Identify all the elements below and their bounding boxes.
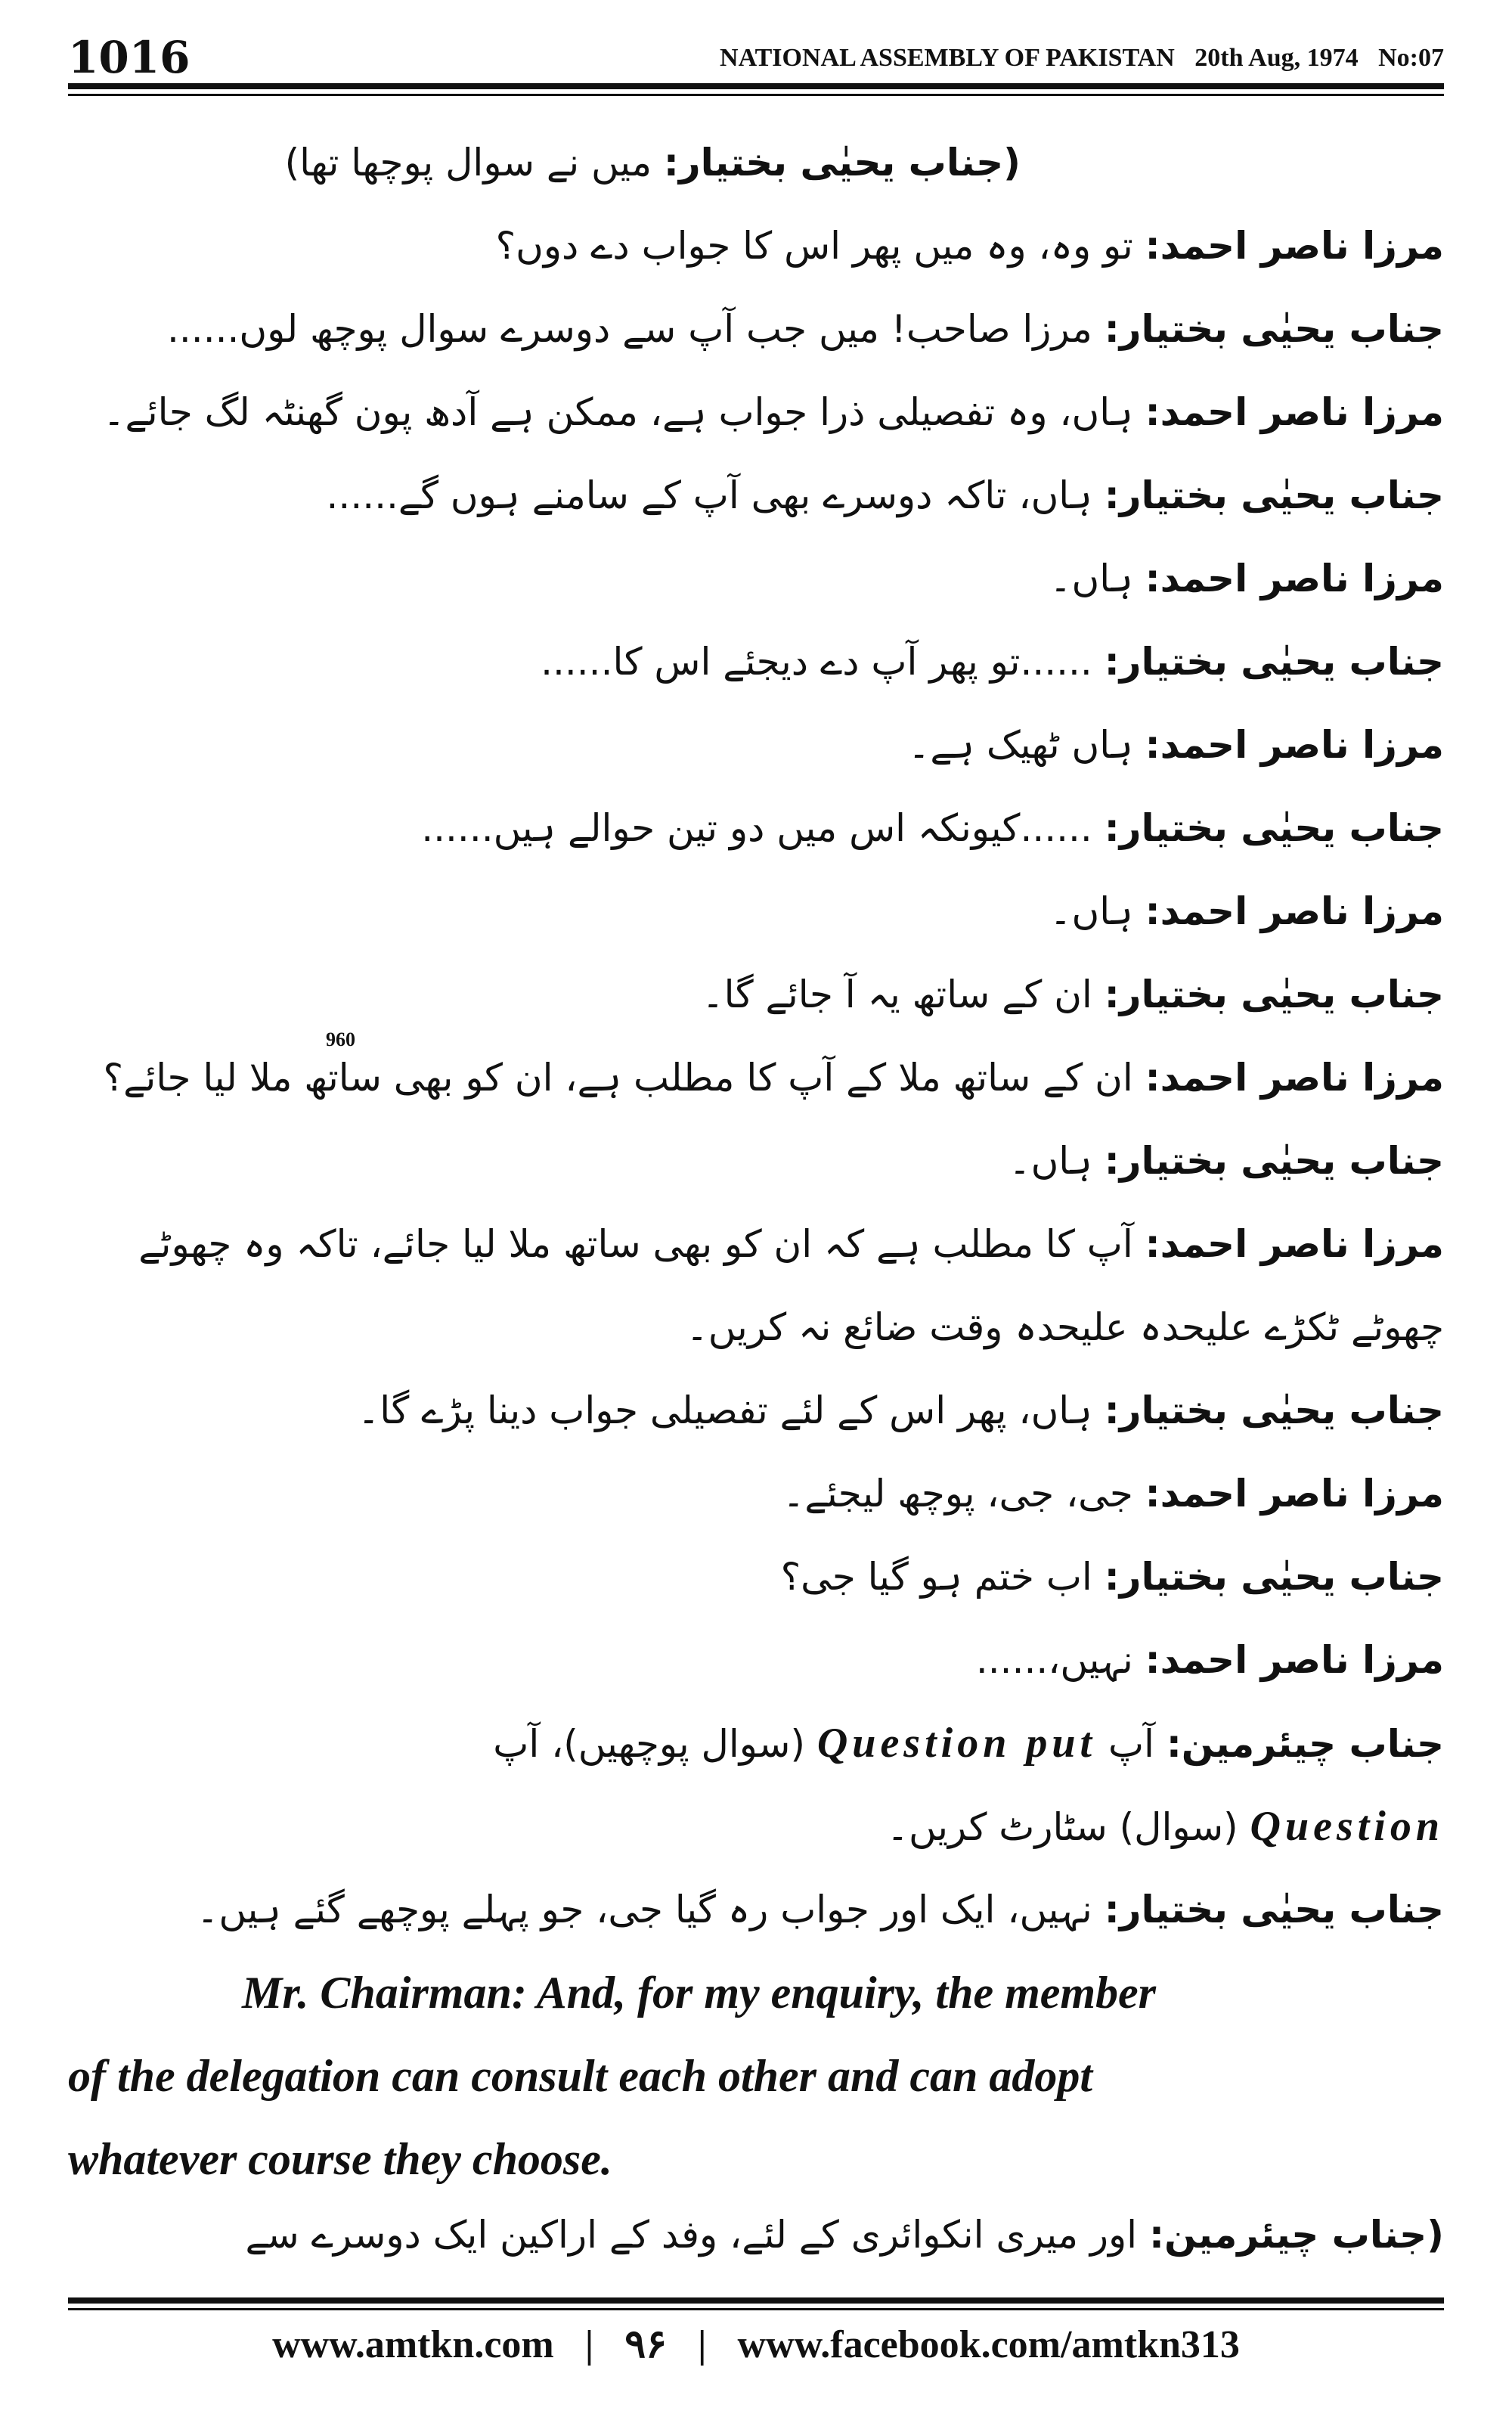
transcript-line: جناب یحیٰی بختیار: ان کے ساتھ یہ آ جائے گا۔: [702, 973, 1444, 1016]
transcript-line: مرزا ناصر احمد: جی، جی، پوچھ لیجئے۔: [782, 1472, 1444, 1516]
transcript-line: مرزا ناصر احمد: ہاں۔: [1049, 889, 1444, 933]
transcript-line: جناب یحیٰی بختیار: اب ختم ہو گیا جی؟: [780, 1555, 1444, 1599]
transcript-line: جناب یحیٰی بختیار: ......کیونکہ اس میں دو تین حوالے ہیں......: [421, 806, 1444, 850]
footer-separator: |: [698, 2323, 707, 2366]
urdu-page-number: ۹۶: [624, 2323, 668, 2366]
transcript-line: مرزا ناصر احمد: تو وہ، وہ میں پھر اس کا جواب دے دوں؟: [495, 224, 1444, 268]
transcript-line: مرزا ناصر احمد: ہاں، وہ تفصیلی ذرا جواب ہے، ممکن ہے آدھ پون گھنٹہ لگ جائے۔: [103, 390, 1444, 434]
english-paragraph-line: of the delegation can consult each other and can adopt: [68, 2051, 1093, 2101]
assembly-title: NATIONAL ASSEMBLY OF PAKISTAN: [720, 44, 1175, 72]
transcript-line: مرزا ناصر احمد: ان کے ساتھ ملا کے آپ کا مطلب ہے، ان کو بھی ساتھ ملا لیا جائے؟: [103, 1056, 1444, 1100]
chairman-line: جناب چیئرمین: آپ Question put (سوال پوچھیں)، آپ: [493, 1720, 1444, 1767]
transcript-line: چھوٹے ٹکڑے علیحدہ علیحدہ وقت ضائع نہ کریں۔: [686, 1305, 1444, 1349]
session-date: 20th Aug, 1974: [1194, 44, 1359, 72]
transcript-line: مرزا ناصر احمد: ہاں ٹھیک ہے۔: [908, 723, 1444, 767]
page-footer: [68, 2322, 1444, 2390]
transcript-line: مرزا ناصر احمد: ہاں۔: [1049, 557, 1444, 600]
header-title: [706, 44, 1444, 73]
transcript-line: جناب یحیٰی بختیار: ہاں۔: [1009, 1139, 1444, 1183]
margin-number: 960: [326, 1028, 355, 1050]
footer-rule-thin: [68, 2308, 1444, 2310]
transcript-line: جناب یحیٰی بختیار: ہاں، پھر اس کے لئے تفصیلی جواب دینا پڑے گا۔: [357, 1388, 1444, 1432]
english-paragraph-line: Mr. Chairman: And, for my enquiry, the member: [242, 1968, 1157, 2018]
english-term: Question put: [816, 1720, 1097, 1767]
transcript-line: جناب یحیٰی بختیار: ہاں، تاکہ دوسرے بھی آپ کے سامنے ہوں گے......: [326, 473, 1444, 517]
transcript-line: مرزا ناصر احمد: آپ کا مطلب ہے کہ ان کو بھی ساتھ ملا لیا جائے، تاکہ وہ چھوٹے: [138, 1222, 1444, 1266]
issue-number: No:07: [1378, 44, 1444, 72]
chairman-line-continued: Question (سوال) سٹارٹ کریں۔: [886, 1803, 1444, 1850]
footer-rule-thick: [68, 2297, 1444, 2304]
page-number: 1016: [68, 32, 191, 83]
header-rule-thin: [68, 94, 1444, 96]
footer-separator: |: [584, 2323, 594, 2366]
header-rule-thick: [68, 83, 1444, 89]
english-paragraph-line: whatever course they choose.: [68, 2134, 612, 2184]
transcript-line: (جناب یحیٰی بختیار: میں نے سوال پوچھا تھا): [284, 141, 1021, 185]
transcript-line: جناب یحیٰی بختیار: نہیں، ایک اور جواب رہ گیا جی، جو پہلے پوچھے گئے ہیں۔: [197, 1888, 1444, 1931]
english-term: Question: [1250, 1803, 1444, 1850]
transcript-line: (جناب چیئرمین: اور میری انکوائری کے لئے، وفد کے اراکین ایک دوسرے سے: [245, 2213, 1444, 2257]
transcript-line: جناب یحیٰی بختیار: مرزا صاحب! میں جب آپ سے دوسرے سوال پوچھ لوں......: [167, 307, 1444, 351]
website-link[interactable]: www.amtkn.com: [272, 2323, 554, 2366]
transcript-body: [68, 121, 1444, 2257]
facebook-link[interactable]: www.facebook.com/amtkn313: [737, 2323, 1240, 2366]
transcript-line: جناب یحیٰی بختیار: ......تو پھر آپ دے دیجئے اس کا......: [541, 640, 1444, 684]
transcript-line: مرزا ناصر احمد: نہیں،......: [975, 1638, 1444, 1682]
